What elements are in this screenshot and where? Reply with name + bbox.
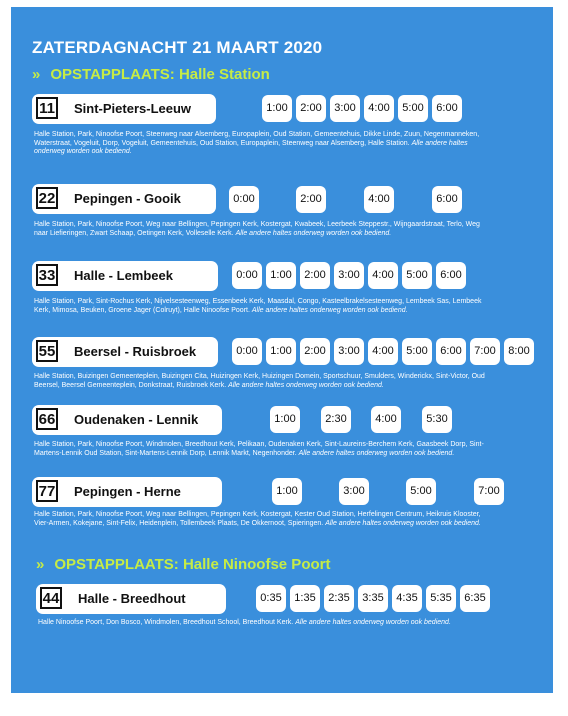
departure-time: 2:35 [324,585,354,612]
departure-time: 5:00 [402,338,432,365]
section-label: OPSTAPPLAATS: Halle Station [50,66,270,83]
departure-time: 4:00 [364,95,394,122]
departure-time: 1:00 [272,478,302,505]
departure-time: 2:00 [300,338,330,365]
departure-time: 3:00 [330,95,360,122]
departure-time: 3:00 [334,338,364,365]
route-name: Halle - Lembeek [74,268,173,283]
stops-note: Alle andere haltes onderweg worden ook bediend. [34,139,468,156]
route-name: Beersel - Ruisbroek [74,344,197,359]
route-number: 77 [36,480,58,502]
chevron-icon: » [36,556,45,573]
route-name: Sint-Pieters-Leeuw [74,101,192,116]
route-name: Halle - Breedhout [78,591,186,606]
departure-time: 0:35 [256,585,286,612]
departure-time: 4:00 [368,262,398,289]
departure-time: 5:00 [398,95,428,122]
departure-time: 0:00 [232,338,262,365]
stops-text: Halle Station, Buizingen Gemeenteplein, Buizingen Cita, Huizingen Kerk, Huizingen Domein, Sportschuur, Smulders, Winderickx, Sint-Victor, Oud Beersel, Beersel Gemeenteplein, Donkstraat, Ruisbroek Kerk. [34,373,485,389]
route-card-33[interactable] [32,261,218,291]
route-stops-44 [38,619,498,628]
stops-text: Halle Station, Park, Ninoofse Poort, Steenweg naar Alsemberg, Europaplein, Oud Station, Gemeentehuis, Dikke Linde, Zuun, Negenmanneken, Waterstraat, Vogeluit, Dorp, Vogeluit, Gemeentehuis, Oud Station, Europaplein, Steenweg naar Alsemberg, Halle Station. [34,131,480,147]
stops-text: Halle Ninoofse Poort, Don Bosco, Windmolen, Breedhout School, Breedhout Kerk. [38,619,294,626]
stops-note: Alle andere haltes onderweg worden ook bediend. [251,306,408,314]
route-name: Pepingen - Herne [74,484,181,499]
departure-time: 5:00 [402,262,432,289]
departure-time: 4:00 [368,338,398,365]
route-card-44[interactable] [36,584,226,614]
departure-time: 5:00 [406,478,436,505]
departure-time: 2:30 [321,406,351,433]
departure-time: 1:00 [262,95,292,122]
route-card-55[interactable] [32,337,218,367]
route-stops-66 [34,441,494,458]
route-number: 66 [36,408,58,430]
stops-text: Halle Station, Park, Sint-Rochus Kerk, Nijvelsesteenweg, Essenbeek Kerk, Maasdal, Congo, Kasteelbrakelsesteenweg, Lembeek Sas, Lembeek Kerk, Mimosa, Beuken, Groene Jager (Colruyt), Halle Ninoofse Poort. [34,298,482,314]
departure-time: 2:00 [296,95,326,122]
section-label: OPSTAPPLAATS: Halle Ninoofse Poort [54,556,331,573]
departure-time: 7:00 [470,338,500,365]
departure-time: 6:00 [432,95,462,122]
departure-time: 5:35 [426,585,456,612]
stops-note: Alle andere haltes onderweg worden ook bediend. [235,229,392,237]
route-stops-11 [34,131,494,157]
departure-time: 2:00 [296,186,326,213]
departure-time: 1:00 [266,262,296,289]
departure-time: 4:00 [364,186,394,213]
departure-time: 5:30 [422,406,452,433]
departure-time: 6:00 [432,186,462,213]
stops-text: Halle Station, Park, Ninoofse Poort, Weg naar Bellingen, Pepingen Kerk, Kostergat, Kester Oud Station, Herfelingen Centrum, Heikruis Klooster, Vier-Armen, Kokejane, Sint-Felix, Heidenplein, Tollembeek Plaats, De Okkernoot, Spieringen. [34,511,481,527]
departure-time: 4:00 [371,406,401,433]
departure-time: 3:00 [339,478,369,505]
route-card-11[interactable] [32,94,216,124]
departure-time: 0:00 [232,262,262,289]
route-stops-77 [34,511,494,528]
route-name: Pepingen - Gooik [74,191,181,206]
route-number: 11 [36,97,58,119]
departure-time: 3:35 [358,585,388,612]
route-number: 22 [36,187,58,209]
departure-time: 1:00 [270,406,300,433]
departure-time: 8:00 [504,338,534,365]
route-number: 33 [36,264,58,286]
departure-time: 7:00 [474,478,504,505]
route-number: 55 [36,340,58,362]
departure-time: 0:00 [229,186,259,213]
section-heading-halle-station [32,66,270,83]
stops-note: Alle andere haltes onderweg worden ook bediend. [228,381,384,389]
route-name: Oudenaken - Lennik [74,412,199,427]
route-number: 44 [40,587,62,609]
route-card-22[interactable] [32,184,216,214]
route-stops-55 [34,373,494,390]
departure-time: 2:00 [300,262,330,289]
stops-note: Alle andere haltes onderweg worden ook bediend. [298,449,455,457]
section-heading-ninoofse-poort [36,556,330,573]
stops-note: Alle andere haltes onderweg worden ook bediend. [295,619,451,626]
route-stops-22 [34,221,494,238]
stops-text: Halle Station, Park, Ninoofse Poort, Windmolen, Breedhout Kerk, Pelikaan, Oudenaken Kerk, Sint-Laureins-Berchem Kerk, Gaasbeek Dorp, Sint-Martens-Lennik Oud Station, Sint-Martens-Lennik Dorp, Lennik Markt, Negenhonder. [34,441,484,457]
page-title: ZATERDAGNACHT 21 MAART 2020 [32,38,323,57]
route-card-77[interactable] [32,477,222,507]
route-stops-33 [34,298,494,315]
stops-text: Halle Station, Park, Ninoofse Poort, Weg naar Bellingen, Pepingen Kerk, Kostergat, Kwabeek, Leerbeek Steppestr., Wijngaardstraat, Terlo, Weg naar Liefieringen, Zwart Schaap, Oetingen Kerk, Volleselle Kerk. [34,221,480,237]
departure-time: 1:00 [266,338,296,365]
chevron-icon: » [32,66,41,83]
stops-note: Alle andere haltes onderweg worden ook bediend. [325,519,481,527]
route-card-66[interactable] [32,405,222,435]
departure-time: 1:35 [290,585,320,612]
departure-time: 6:00 [436,338,466,365]
departure-time: 3:00 [334,262,364,289]
departure-time: 6:00 [436,262,466,289]
departure-time: 6:35 [460,585,490,612]
departure-time: 4:35 [392,585,422,612]
